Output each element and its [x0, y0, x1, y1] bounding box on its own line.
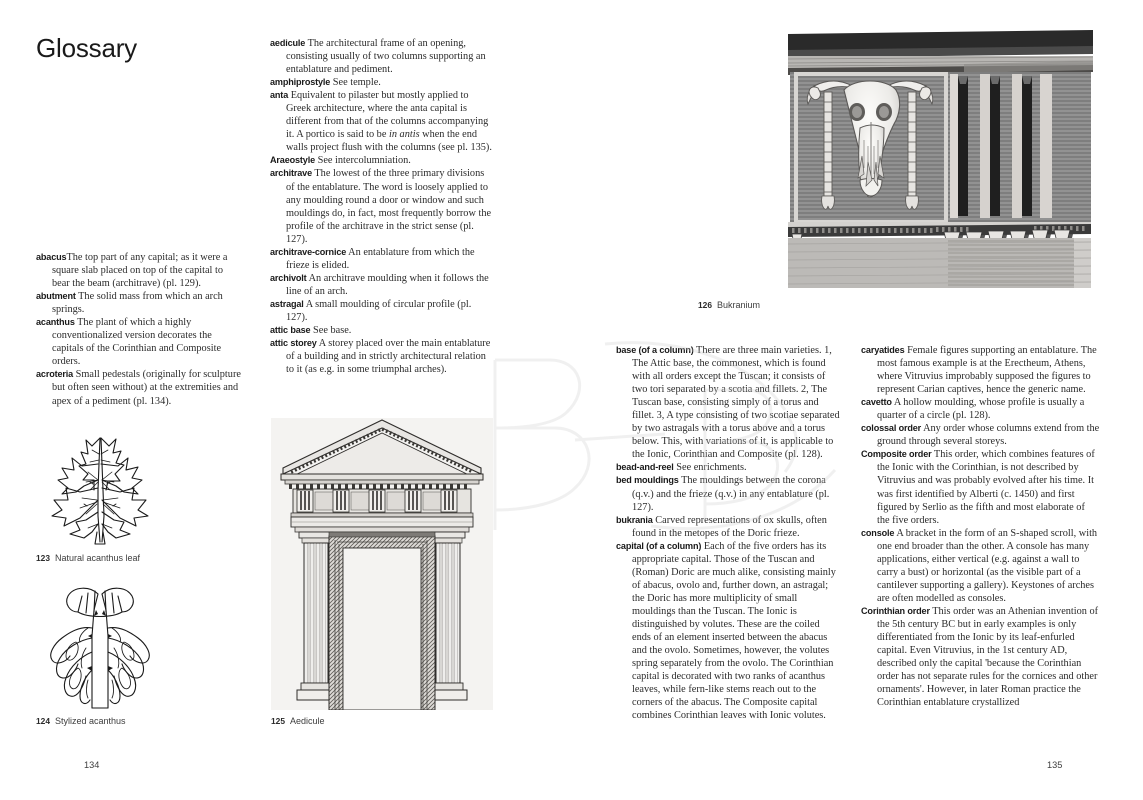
- glossary-entry: [270, 76, 494, 89]
- figure-caption-126: [698, 300, 760, 310]
- glossary-term: anta: [270, 90, 289, 101]
- glossary-entry: [861, 396, 1100, 422]
- glossary-definition: The mouldings between the corona (q.v.) and the frieze (q.v.) in any entablature (pl. 127).: [632, 475, 830, 513]
- figure-aedicule-engraving: [271, 418, 493, 710]
- glossary-term: bukrania: [616, 514, 653, 525]
- glossary-entry: [861, 422, 1100, 448]
- figure-caption-125: [271, 716, 325, 726]
- figure-number: 124: [36, 716, 50, 726]
- glossary-definition: Small pedestals (originally for sculpture but often seen without) at the extremities and apex of a pediment (pl. 134).: [52, 369, 241, 407]
- glossary-definition: This order, which combines features of the Ionic with the Corinthian, is not described by Vitruvius and was probably evolved after his time. It was first identified by Alberti (c. 1450) and first figured by Serlio as the fifth and most elaborate of the five orders.: [877, 449, 1095, 526]
- glossary-definition: Equivalent to pilaster but mostly applied to Greek architecture, where the anta capital is different from that of the columns accompanying it. A portico is said to be: [286, 90, 489, 141]
- glossary-term: abutment: [36, 291, 76, 302]
- glossary-definition: This order was an Athenian invention of the 5th century BC but in early examples is only differentiated from the Ionic by its leaf-enfurled capital. Even Vitruvius, in the 1st century AD, described only the capital 'because the Corinthian order has not separate rules for the cornices and other ornaments'. However, in later Roman practice the Corinthian entablature crystallized: [877, 605, 1099, 709]
- glossary-definition: A small moulding of circular profile (pl. 127).: [286, 298, 472, 323]
- glossary-term: attic base: [270, 325, 311, 336]
- figure-number: 126: [698, 300, 712, 310]
- glossary-entry: [861, 527, 1100, 605]
- glossary-term: archivolt: [270, 272, 307, 283]
- glossary-entry: [616, 514, 841, 540]
- glossary-definition: Carved representations of ox skulls, often found in the metopes of the Doric frieze.: [632, 514, 827, 539]
- page-title: Glossary: [36, 33, 137, 63]
- figure-natural-acanthus-leaf: [36, 420, 164, 546]
- glossary-entry: [861, 448, 1100, 526]
- glossary-term: abacus: [36, 252, 67, 262]
- glossary-entry: [270, 337, 494, 376]
- glossary-entry: [36, 290, 242, 316]
- glossary-definition: See enrichments.: [676, 462, 747, 474]
- glossary-definition: A bracket in the form of an S-shaped scroll, with one end broader than the other. A console has many applications, either vertical (e.g. against a wall to carry a bust) or horizontal (as the visible part of a cantilever supporting a gallery). Keystones of arches are often modelled as consoles.: [877, 527, 1098, 604]
- glossary-entry: [616, 474, 841, 513]
- glossary-column-3: [616, 344, 841, 722]
- folio-page-number-left: 134: [84, 760, 100, 770]
- glossary-entry: [270, 324, 494, 337]
- glossary-definition: See intercolumniation.: [317, 155, 411, 167]
- glossary-term: console: [861, 527, 895, 538]
- figure-number: 125: [271, 716, 285, 726]
- glossary-entry: [270, 37, 494, 76]
- glossary-definition: A storey placed over the main entablature of a building and in strictly architectural relation to it (as e.g. in some triumphal arches).: [286, 338, 491, 376]
- glossary-term: Composite order: [861, 449, 932, 460]
- folio-page-number-right: 135: [1047, 760, 1063, 770]
- glossary-entry: [616, 344, 841, 461]
- figure-bukranium-photograph: [784, 28, 1097, 290]
- glossary-entry: [36, 251, 242, 290]
- glossary-entry: [270, 298, 494, 324]
- figure-stylized-acanthus: [36, 576, 164, 710]
- glossary-definition: The solid mass from which an arch springs.: [52, 291, 223, 316]
- glossary-term: aedicule: [270, 38, 306, 48]
- glossary-entry: [36, 316, 242, 368]
- glossary-definition: Each of the five orders has its appropriate capital. Those of the Tuscan and (Roman) Doric are much alike, consisting mainly of abacus, ovolo and, further down, an astragal; the Doric has more multiplicity of small mouldings than the Tuscan. The Ionic is distinguished by volutes. These are the coiled ends of an element inserted between the abacus and the ovolo. Sometimes, however, the volutes spring separately from the ovolo. The Corinthian capital is decorated with two ranks of acanthus leaves, while fern-like stems reach out to the corners of the abacus. The Composite capital combines Corinthian leaves with Ionic volutes.: [632, 540, 836, 722]
- figure-caption-text: Natural acanthus leaf: [54, 553, 141, 563]
- glossary-definition: The top part of any capital; as it were a square slab placed on top of the capital to bear the beam (architrave) (pl. 129).: [52, 252, 228, 290]
- glossary-term: capital (of a column): [616, 540, 702, 551]
- glossary-entry: [270, 246, 494, 272]
- glossary-entry: [270, 167, 494, 245]
- figure-caption-text: Stylized acanthus: [54, 716, 126, 726]
- glossary-term: architrave-cornice: [270, 246, 347, 257]
- glossary-term: base (of a column): [616, 345, 694, 355]
- glossary-term: caryatides: [861, 345, 905, 355]
- glossary-definition: The architectural frame of an opening, consisting usually of two columns supporting an entablature and pediment.: [286, 38, 486, 76]
- glossary-entry: [861, 605, 1100, 709]
- glossary-column-4: [861, 344, 1100, 709]
- glossary-entry: [616, 540, 841, 723]
- glossary-definition: See base.: [313, 325, 352, 337]
- glossary-term: architrave: [270, 168, 312, 179]
- glossary-entry: [270, 89, 494, 154]
- glossary-term: astragal: [270, 298, 304, 309]
- glossary-term: acroteria: [36, 369, 74, 380]
- glossary-term: acanthus: [36, 317, 75, 328]
- glossary-definition-cont: when the end walls project flush with the columns (see pl. 135).: [286, 129, 492, 154]
- glossary-definition: The lowest of the three primary divisions of the entablature. The word is loosely applied to any moulding round a door or window and such mouldings do, in fact, most frequently borrow the profile of the architrave in the strict sense (pl. 127).: [286, 168, 492, 245]
- glossary-entry: [616, 461, 841, 474]
- glossary-definition: An architrave moulding when it follows the line of an arch.: [286, 272, 489, 297]
- glossary-term: amphiprostyle: [270, 77, 331, 88]
- figure-caption-124: [36, 716, 126, 726]
- glossary-term: colossal order: [861, 423, 922, 434]
- figure-number: 123: [36, 553, 50, 563]
- glossary-definition: See temple.: [332, 77, 381, 89]
- glossary-definition: There are three main varieties. 1, The Attic base, the commonest, which is found with all orders except the Tuscan; it consists of two tori separated by a scotia and fillets. 2, The Tuscan base, consisting simply of a torus and fillet. 3, A type consisting of two scotiae separated by two astragals with a torus above and a torus below. This, with variations of it, is applicable to the Ionic, Corinthian and Composite (pl. 128).: [632, 345, 840, 461]
- glossary-entry: [36, 368, 242, 407]
- glossary-entry: [861, 344, 1100, 396]
- glossary-definition: A hollow moulding, whose profile is usually a quarter of a circle (pl. 128).: [877, 397, 1085, 422]
- glossary-column-2: [270, 37, 494, 376]
- glossary-column-1: [36, 251, 242, 408]
- glossary-entry: [270, 154, 494, 167]
- figure-caption-123: [36, 553, 140, 563]
- figure-caption-text: Bukranium: [716, 300, 761, 310]
- glossary-definition: Any order whose columns extend from the ground through several storeys.: [877, 423, 1100, 448]
- figure-caption-text: Aedicule: [289, 716, 325, 726]
- glossary-term: bed mouldings: [616, 475, 679, 486]
- glossary-definition: Female figures supporting an entablature. The most famous example is at the Erectheum, Athens, where Vitruvius improbably supposed the figures to represent Carian captives, hence the generic name.: [877, 345, 1097, 396]
- glossary-term: Corinthian order: [861, 605, 930, 616]
- glossary-definition: The plant of which a highly conventionalized version decorates the capitals of the Corinthian and Composite orders.: [52, 317, 222, 368]
- glossary-term: bead-and-reel: [616, 462, 674, 473]
- glossary-term: Araeostyle: [270, 155, 316, 166]
- glossary-term: cavetto: [861, 397, 892, 408]
- glossary-definition-italic: in antis: [388, 129, 420, 141]
- glossary-definition: An entablature from which the frieze is elided.: [286, 246, 475, 271]
- glossary-entry: [270, 272, 494, 298]
- glossary-term: attic storey: [270, 338, 317, 349]
